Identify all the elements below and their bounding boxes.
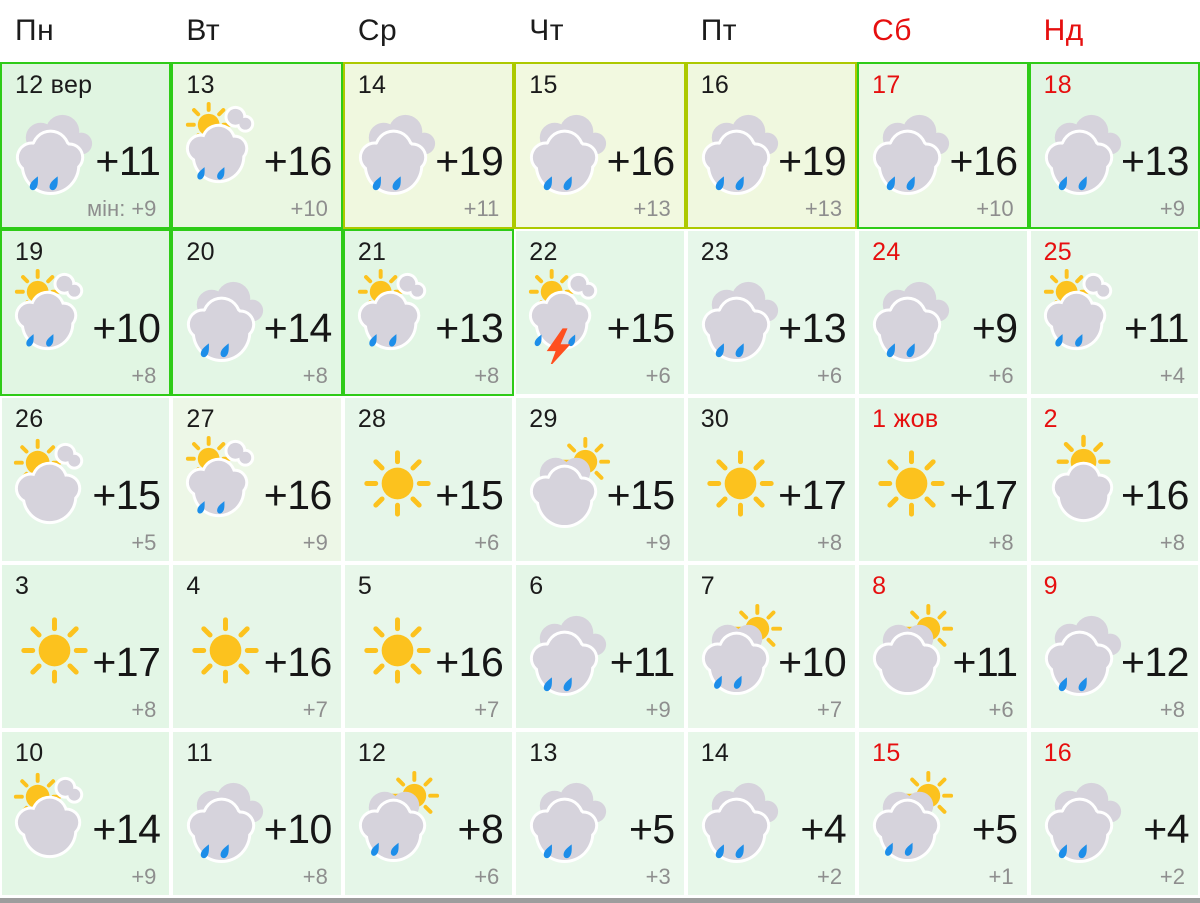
weekday-label-2: Вт bbox=[186, 14, 221, 47]
day-cell[interactable] bbox=[0, 396, 171, 563]
sun-rain-icon bbox=[348, 265, 447, 364]
high-temp: +10 bbox=[92, 305, 161, 351]
sun-icon bbox=[691, 432, 790, 531]
high-temp: +15 bbox=[606, 305, 675, 351]
cell-date: 19 bbox=[15, 238, 44, 266]
day-cell[interactable] bbox=[343, 396, 514, 563]
day-cell[interactable] bbox=[171, 563, 342, 730]
day-cell[interactable] bbox=[1029, 229, 1200, 396]
high-temp: +15 bbox=[606, 472, 675, 518]
day-cell[interactable] bbox=[343, 62, 514, 229]
min-temp-value: +2 bbox=[817, 864, 843, 889]
min-temp-value: +7 bbox=[474, 697, 500, 722]
cell-date: 26 bbox=[15, 405, 44, 433]
min-temp-value: +8 bbox=[1159, 697, 1185, 722]
min-temp-value: +9 bbox=[1159, 196, 1185, 221]
peek-rain-icon bbox=[691, 599, 790, 698]
min-temp bbox=[87, 196, 156, 222]
high-temp: +16 bbox=[263, 138, 332, 184]
min-temp bbox=[303, 697, 328, 723]
min-temp bbox=[1160, 196, 1185, 222]
high-temp: +11 bbox=[1123, 305, 1189, 351]
high-temp: +15 bbox=[92, 472, 161, 518]
min-temp-value: +7 bbox=[817, 697, 843, 722]
weekday-header-row bbox=[0, 0, 1200, 62]
min-temp bbox=[131, 697, 156, 723]
min-temp-value: +10 bbox=[976, 196, 1014, 221]
min-temp bbox=[1160, 697, 1185, 723]
cell-date: 15 bbox=[872, 739, 901, 767]
min-temp bbox=[976, 196, 1013, 222]
rain-icon bbox=[348, 98, 447, 197]
day-cell[interactable] bbox=[1029, 730, 1200, 897]
cell-date: 5 bbox=[357, 572, 373, 600]
min-temp-value: +8 bbox=[302, 363, 328, 388]
min-temp bbox=[464, 196, 500, 222]
day-cell[interactable] bbox=[343, 730, 514, 897]
min-temp bbox=[131, 363, 156, 389]
day-cell[interactable] bbox=[171, 396, 342, 563]
cell-date: 3 bbox=[15, 572, 30, 600]
day-cell[interactable] bbox=[857, 229, 1028, 396]
day-cell[interactable] bbox=[857, 396, 1028, 563]
cell-date: 17 bbox=[872, 71, 901, 99]
min-temp-value: +1 bbox=[988, 864, 1014, 889]
high-temp: +11 bbox=[609, 639, 675, 685]
min-temp-value: +8 bbox=[131, 697, 157, 722]
sun-rain-icon bbox=[1034, 265, 1133, 364]
min-temp-label: мін: bbox=[87, 196, 126, 221]
high-temp: +17 bbox=[778, 472, 847, 518]
min-temp-value: +6 bbox=[474, 864, 500, 889]
min-temp-value: +8 bbox=[988, 530, 1014, 555]
sun-rain-icon bbox=[176, 432, 275, 531]
min-temp-value: +8 bbox=[474, 363, 500, 388]
min-temp bbox=[303, 530, 328, 556]
day-cell[interactable] bbox=[343, 229, 514, 396]
min-temp bbox=[291, 196, 328, 222]
high-temp: +17 bbox=[949, 472, 1018, 518]
min-temp bbox=[988, 530, 1013, 556]
min-temp bbox=[303, 363, 328, 389]
min-temp bbox=[817, 530, 842, 556]
high-temp: +11 bbox=[952, 639, 1018, 685]
sun-rain-icon bbox=[5, 265, 104, 364]
high-temp: +10 bbox=[778, 639, 847, 685]
day-cell[interactable] bbox=[514, 396, 685, 563]
weekday-label-5: Пт bbox=[700, 14, 738, 47]
sun-cloud-icon bbox=[5, 432, 104, 531]
rain-icon bbox=[519, 766, 618, 865]
cell-date: 14 bbox=[357, 71, 387, 99]
high-temp: +19 bbox=[435, 138, 504, 184]
cell-date: 30 bbox=[700, 405, 730, 433]
high-temp: +15 bbox=[435, 472, 504, 518]
peek-rain-icon bbox=[348, 766, 447, 865]
cell-date: 23 bbox=[700, 238, 730, 266]
min-temp bbox=[646, 697, 671, 723]
rain-icon bbox=[691, 98, 790, 197]
rain-icon bbox=[1034, 98, 1133, 197]
cell-date: 20 bbox=[186, 238, 215, 266]
min-temp-value: +3 bbox=[645, 864, 671, 889]
day-cell[interactable] bbox=[343, 563, 514, 730]
high-temp: +4 bbox=[1143, 806, 1189, 852]
min-temp bbox=[303, 864, 328, 890]
rain-icon bbox=[1034, 599, 1133, 698]
min-temp bbox=[474, 530, 499, 556]
cell-date: 21 bbox=[357, 238, 387, 266]
weekday-label-7: Нд bbox=[1043, 14, 1084, 47]
min-temp bbox=[474, 864, 499, 890]
thunder-icon bbox=[519, 265, 618, 364]
min-temp-value: +5 bbox=[131, 530, 157, 555]
min-temp-value: +8 bbox=[817, 530, 843, 555]
high-temp: +8 bbox=[457, 806, 504, 852]
min-temp-value: +9 bbox=[131, 196, 157, 221]
peek-rain-icon bbox=[862, 766, 961, 865]
high-temp: +13 bbox=[778, 305, 847, 351]
weekday-label-4: Чт bbox=[529, 14, 565, 47]
rain-icon bbox=[1034, 766, 1133, 865]
day-cell[interactable] bbox=[0, 563, 171, 730]
rain-icon bbox=[519, 98, 618, 197]
day-cell[interactable] bbox=[514, 229, 685, 396]
high-temp: +16 bbox=[435, 639, 504, 685]
high-temp: +5 bbox=[628, 806, 675, 852]
min-temp bbox=[1160, 363, 1185, 389]
weekday-label-6: Сб bbox=[872, 14, 912, 47]
high-temp: +14 bbox=[92, 806, 161, 852]
min-temp-value: +8 bbox=[302, 864, 328, 889]
cell-date: 11 bbox=[186, 739, 213, 767]
min-temp-value: +4 bbox=[1159, 363, 1185, 388]
cell-date: 8 bbox=[872, 572, 887, 600]
day-cell[interactable] bbox=[857, 563, 1028, 730]
min-temp bbox=[817, 363, 842, 389]
cell-date: 25 bbox=[1043, 238, 1072, 266]
high-temp: +14 bbox=[263, 305, 332, 351]
cell-date: 18 bbox=[1043, 71, 1072, 99]
sun-icon bbox=[348, 599, 447, 698]
cell-date: 24 bbox=[872, 238, 901, 266]
min-temp-value: +2 bbox=[1159, 864, 1185, 889]
min-temp-value: +6 bbox=[988, 697, 1014, 722]
cell-date: 4 bbox=[186, 572, 201, 600]
min-temp bbox=[1160, 864, 1185, 890]
sun-over-cloud-icon bbox=[1034, 432, 1133, 531]
cell-date: 2 bbox=[1043, 405, 1058, 433]
min-temp-value: +8 bbox=[131, 363, 157, 388]
peek-icon bbox=[519, 432, 618, 531]
day-cell[interactable] bbox=[171, 62, 342, 229]
high-temp: +9 bbox=[971, 305, 1018, 351]
min-temp bbox=[988, 697, 1013, 723]
min-temp-value: +11 bbox=[463, 196, 500, 221]
cell-date: 1 жов bbox=[872, 405, 939, 433]
cell-date: 14 bbox=[700, 739, 730, 767]
sun-cloud-icon bbox=[5, 766, 104, 865]
high-temp: +19 bbox=[778, 138, 847, 184]
min-temp bbox=[988, 363, 1013, 389]
high-temp: +17 bbox=[92, 639, 161, 685]
cell-date: 7 bbox=[700, 572, 715, 600]
high-temp: +10 bbox=[263, 806, 332, 852]
min-temp bbox=[646, 363, 671, 389]
rain-icon bbox=[176, 265, 275, 364]
rain-icon bbox=[862, 98, 961, 197]
day-cell[interactable] bbox=[514, 730, 685, 897]
rain-icon bbox=[691, 766, 790, 865]
sun-icon bbox=[5, 599, 104, 698]
min-temp bbox=[633, 196, 670, 222]
peek-icon bbox=[862, 599, 961, 698]
day-cell[interactable] bbox=[171, 229, 342, 396]
high-temp: +13 bbox=[435, 305, 504, 351]
min-temp bbox=[474, 363, 499, 389]
min-temp bbox=[131, 530, 156, 556]
day-cell[interactable] bbox=[514, 563, 685, 730]
min-temp-value: +13 bbox=[633, 196, 671, 221]
min-temp bbox=[646, 864, 671, 890]
min-temp-value: +9 bbox=[645, 530, 671, 555]
high-temp: +16 bbox=[606, 138, 675, 184]
min-temp-value: +9 bbox=[645, 697, 671, 722]
cell-date: 29 bbox=[529, 405, 558, 433]
calendar-grid bbox=[0, 62, 1200, 897]
day-cell[interactable] bbox=[1029, 563, 1200, 730]
cell-date: 12 вер bbox=[15, 71, 93, 99]
cell-date: 12 bbox=[357, 739, 387, 767]
min-temp-value: +7 bbox=[302, 697, 328, 722]
rain-icon bbox=[5, 98, 104, 197]
min-temp-value: +6 bbox=[645, 363, 671, 388]
high-temp: +13 bbox=[1120, 138, 1189, 184]
cell-date: 13 bbox=[529, 739, 558, 767]
cell-date: 6 bbox=[529, 572, 544, 600]
sun-icon bbox=[862, 432, 961, 531]
high-temp: +11 bbox=[95, 138, 161, 184]
day-cell[interactable] bbox=[0, 62, 171, 229]
cell-date: 10 bbox=[15, 739, 44, 767]
weekday-label-3: Ср bbox=[357, 14, 398, 47]
min-temp bbox=[1160, 530, 1185, 556]
rain-icon bbox=[691, 265, 790, 364]
cell-date: 27 bbox=[186, 405, 215, 433]
min-temp bbox=[988, 864, 1013, 890]
day-cell[interactable] bbox=[686, 396, 857, 563]
min-temp bbox=[131, 864, 156, 890]
cell-date: 22 bbox=[529, 238, 558, 266]
sun-icon bbox=[176, 599, 275, 698]
rain-icon bbox=[519, 599, 618, 698]
day-cell[interactable] bbox=[857, 730, 1028, 897]
day-cell[interactable] bbox=[686, 62, 857, 229]
min-temp bbox=[817, 697, 842, 723]
min-temp bbox=[805, 196, 842, 222]
min-temp-value: +6 bbox=[474, 530, 500, 555]
day-cell[interactable] bbox=[686, 563, 857, 730]
high-temp: +16 bbox=[263, 639, 332, 685]
day-cell[interactable] bbox=[1029, 396, 1200, 563]
rain-icon bbox=[176, 766, 275, 865]
min-temp-value: +9 bbox=[131, 864, 157, 889]
min-temp bbox=[646, 530, 671, 556]
min-temp-value: +6 bbox=[988, 363, 1014, 388]
high-temp: +16 bbox=[1120, 472, 1189, 518]
day-cell[interactable] bbox=[1029, 62, 1200, 229]
day-cell[interactable] bbox=[857, 62, 1028, 229]
high-temp: +4 bbox=[800, 806, 847, 852]
cell-date: 28 bbox=[357, 405, 387, 433]
day-cell[interactable] bbox=[514, 62, 685, 229]
sun-icon bbox=[348, 432, 447, 531]
cell-date: 15 bbox=[529, 71, 558, 99]
cell-date: 9 bbox=[1043, 572, 1058, 600]
sun-rain-icon bbox=[176, 98, 275, 197]
min-temp-value: +10 bbox=[290, 196, 328, 221]
high-temp: +12 bbox=[1120, 639, 1189, 685]
high-temp: +5 bbox=[971, 806, 1018, 852]
weekday-label-1: Пн bbox=[15, 14, 55, 47]
min-temp bbox=[474, 697, 499, 723]
day-cell[interactable] bbox=[0, 730, 171, 897]
cell-date: 13 bbox=[186, 71, 215, 99]
min-temp-value: +13 bbox=[804, 196, 843, 221]
min-temp-value: +6 bbox=[817, 363, 843, 388]
day-cell[interactable] bbox=[686, 229, 857, 396]
rain-icon bbox=[862, 265, 961, 364]
day-cell[interactable] bbox=[686, 730, 857, 897]
high-temp: +16 bbox=[949, 138, 1018, 184]
min-temp-value: +8 bbox=[1159, 530, 1185, 555]
day-cell[interactable] bbox=[171, 730, 342, 897]
bottom-page-divider bbox=[0, 898, 1200, 903]
min-temp bbox=[817, 864, 842, 890]
day-cell[interactable] bbox=[0, 229, 171, 396]
min-temp-value: +9 bbox=[302, 530, 328, 555]
high-temp: +16 bbox=[263, 472, 332, 518]
cell-date: 16 bbox=[700, 71, 730, 99]
cell-date: 16 bbox=[1043, 739, 1072, 767]
